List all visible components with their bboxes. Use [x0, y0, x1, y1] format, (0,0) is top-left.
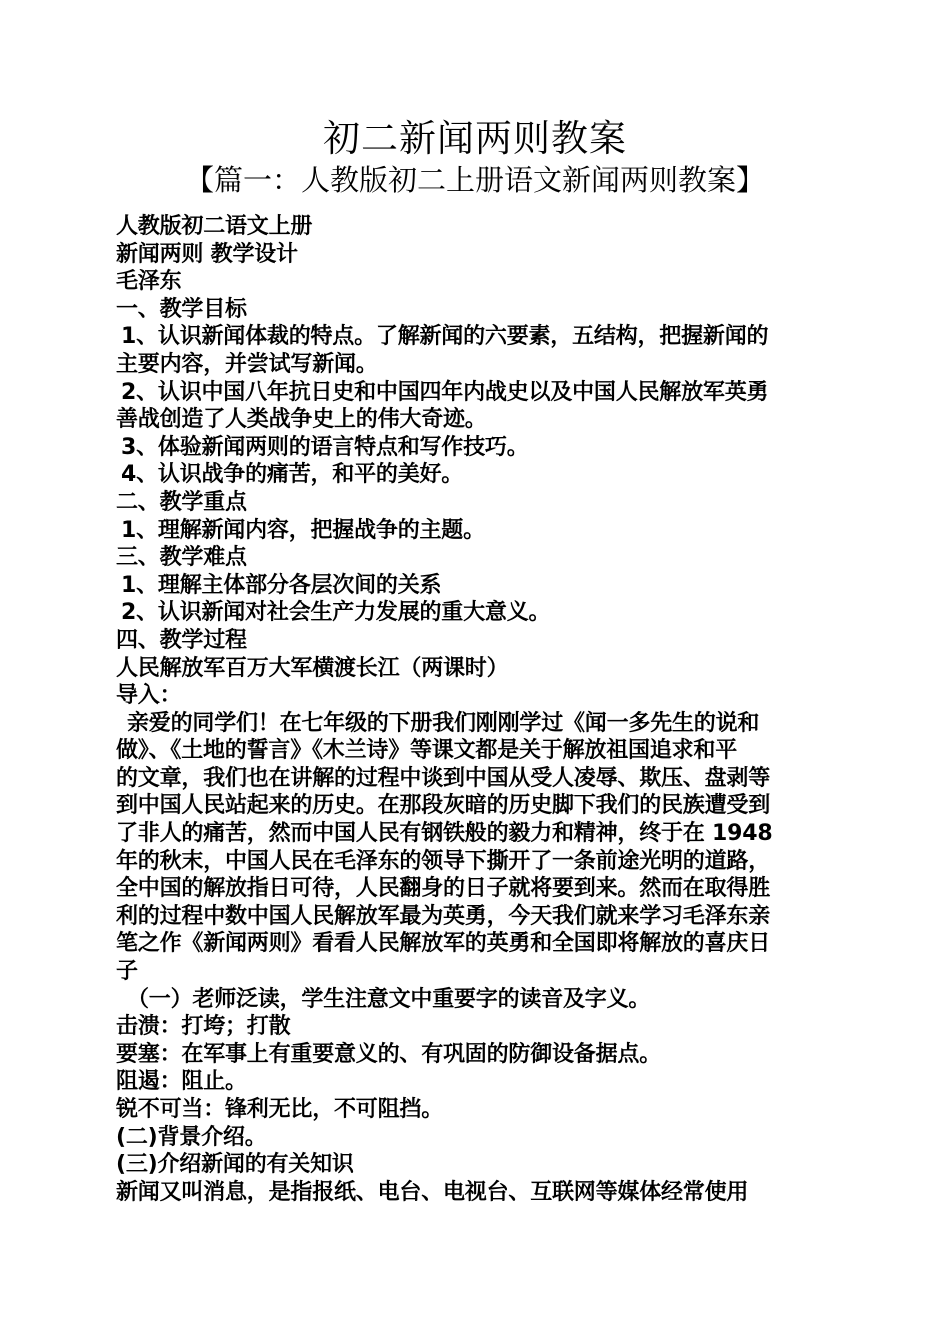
text-line: 4、认识战争的痛苦，和平的美好。: [121, 462, 464, 488]
section-heading: 三、教学难点: [116, 545, 247, 571]
text-line: 利的过程中数中国人民解放军最为英勇，今天我们就来学习毛泽东亲: [116, 903, 771, 929]
text-line: (三)介绍新闻的有关知识: [116, 1152, 354, 1178]
text-line: 击溃：打垮；打散: [116, 1014, 291, 1040]
text-line: 1、认识新闻体裁的特点。了解新闻的六要素，五结构，把握新闻的: [121, 324, 769, 350]
text-line: 毛泽东: [116, 269, 182, 295]
text-line: 年的秋末，中国人民在毛泽东的领导下撕开了一条前途光明的道路，: [116, 848, 771, 874]
text-line: 子: [116, 959, 138, 985]
text-line: 锐不可当：锋利无比，不可阻挡。: [116, 1097, 444, 1122]
text-line: 1、理解主体部分各层次间的关系: [121, 572, 442, 598]
section-heading: 一、教学目标: [116, 296, 247, 322]
text-line: 善战创造了人类战争史上的伟大奇迹。: [116, 407, 487, 433]
text-line: 2、认识中国八年抗日史和中国四年内战史以及中国人民解放军英勇: [121, 379, 769, 405]
text-line: 1、理解新闻内容，把握战争的主题。: [121, 517, 485, 543]
text-line: 3、体验新闻两则的语言特点和写作技巧。: [121, 434, 529, 460]
text-line: 笔之作《新闻两则》看看人民解放军的英勇和全国即将解放的喜庆日: [116, 931, 771, 957]
text-line: 到中国人民站起来的历史。在那段灰暗的历史脚下我们的民族遭受到: [116, 793, 771, 819]
text-line: 阻遏：阻止。: [116, 1069, 247, 1095]
text-line: 新闻两则 教学设计: [116, 241, 298, 267]
text-line: 亲爱的同学们！在七年级的下册我们刚刚学过《闻一多先生的说和: [127, 710, 760, 736]
document-body: [116, 213, 836, 1206]
text-line: 人教版初二语文上册: [116, 214, 313, 239]
text-line: 要塞：在军事上有重要意义的、有巩固的防御设备据点。: [116, 1041, 662, 1067]
text-line: 做》、《土地的誓言》《木兰诗》等课文都是关于解放祖国追求和平: [116, 738, 738, 764]
text-line: 的文章，我们也在讲解的过程中谈到中国从受人凌辱、欺压、盘剥等: [116, 765, 771, 791]
text-line: 人民解放军百万大军横渡长江（两课时）: [116, 655, 509, 681]
text-line: 主要内容，并尝试写新闻。: [116, 351, 378, 377]
text-line: (二)背景介绍。: [116, 1124, 267, 1150]
text-line: 新闻又叫消息，是指报纸、电台、电视台、互联网等媒体经常使用: [116, 1179, 749, 1205]
section-heading: 四、教学过程: [116, 627, 247, 653]
document-title: 初二新闻两则教案: [323, 117, 627, 160]
text-line: 全中国的解放指日可待，人民翻身的日子就将要到来。然而在取得胜: [116, 876, 771, 902]
text-line: 2、认识新闻对社会生产力发展的重大意义。: [121, 600, 551, 626]
text-line: 了非人的痛苦，然而中国人民有钢铁般的毅力和精神，终于在 1948: [116, 821, 773, 847]
section-heading: 二、教学重点: [116, 489, 247, 515]
text-line: 导入：: [116, 683, 182, 709]
text-line: （一）老师泛读，学生注意文中重要字的读音及字义。: [127, 986, 651, 1012]
document-subtitle: 【篇一：人教版初二上册语文新闻两则教案】: [184, 163, 765, 197]
